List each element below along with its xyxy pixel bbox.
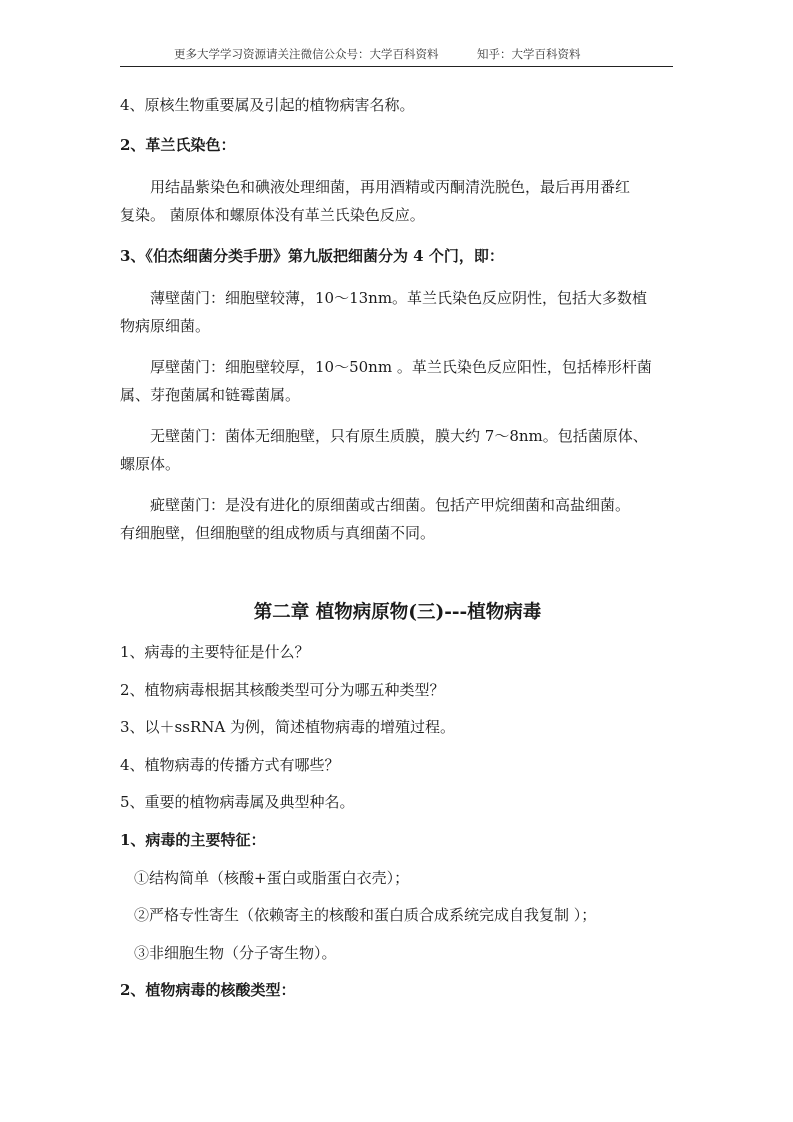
heading-gram-stain: 2、革兰氏染色： [120, 136, 236, 154]
header-zhihu-note: 知乎：大学百科资料 [477, 47, 581, 61]
heading-bergey: 3、《伯杰细菌分类手册》第九版把细菌分为 4 个门，即： [120, 247, 504, 265]
gracilicutes-line1: 薄壁菌门：细胞壁较薄，10～13nm。革兰氏染色反应阴性，包括大多数植 [150, 289, 648, 307]
question-4: 4、植物病毒的传播方式有哪些？ [120, 756, 340, 774]
firmicutes-line2: 属、芽孢菌属和链霉菌属。 [120, 386, 301, 404]
virus-feature-2: ②严格专性寄生（依赖寄主的核酸和蛋白质合成系统完成自我复制 ）； [134, 906, 597, 924]
heading-virus-features: 1、病毒的主要特征： [120, 831, 266, 849]
tenericutes-line2: 螺原体。 [120, 455, 181, 473]
header-wechat-note: 更多大学学习资源请关注微信公众号：大学百科资料 [174, 47, 439, 61]
question-2: 2、植物病毒根据其核酸类型可分为哪五种类型？ [120, 681, 445, 699]
page-header [120, 44, 673, 67]
virus-feature-1: ①结构简单（核酸+蛋白或脂蛋白衣壳）； [134, 869, 410, 887]
question-4-prev: 4、原核生物重要属及引起的植物病害名称。 [120, 96, 415, 114]
question-1: 1、病毒的主要特征是什么？ [120, 643, 310, 661]
question-5: 5、重要的植物病毒属及典型种名。 [120, 793, 355, 811]
virus-feature-3: ③非细胞生物（分子寄生物）。 [134, 944, 337, 962]
gram-text-line1: 用结晶紫染色和碘液处理细菌，再用酒精或丙酮清洗脱色，最后再用番红 [150, 178, 631, 196]
gracilicutes-line2: 物病原细菌。 [120, 317, 211, 335]
heading-nucleic-acid-types: 2、植物病毒的核酸类型： [120, 981, 296, 999]
gram-text-line2: 复染。 菌原体和螺原体没有革兰氏染色反应。 [120, 206, 425, 224]
firmicutes-line1: 厚壁菌门：细胞壁较厚，10～50nm 。革兰氏染色反应阳性，包括棒形杆菌 [150, 358, 652, 376]
mendosicutes-line1: 疵壁菌门：是没有进化的原细菌或古细菌。包括产甲烷细菌和高盐细菌。 [150, 496, 631, 514]
mendosicutes-line2: 有细胞壁，但细胞壁的组成物质与真细菌不同。 [120, 524, 436, 542]
question-3: 3、以＋ssRNA 为例，简述植物病毒的增殖过程。 [120, 718, 455, 736]
chapter-title: 第二章 植物病原物(三)---植物病毒 [253, 602, 542, 623]
tenericutes-line1: 无壁菌门：菌体无细胞壁，只有原生质膜，膜大约 7～8nm。包括菌原体、 [150, 427, 648, 445]
